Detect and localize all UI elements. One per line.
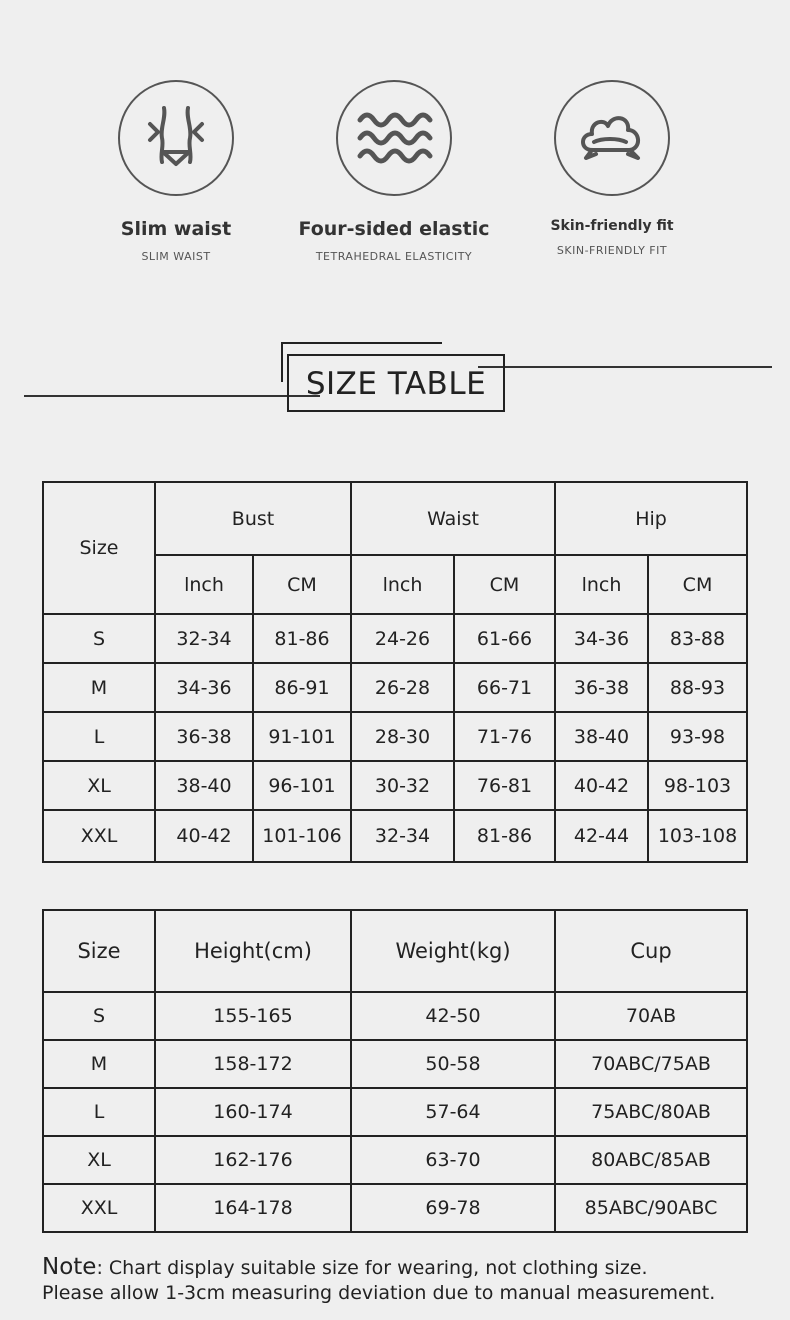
- table-cell: 76-81: [454, 761, 555, 810]
- table-cell: 28-30: [351, 712, 454, 761]
- cloud-icon: [554, 80, 670, 196]
- table-row: [43, 1184, 747, 1232]
- table-cell: 86-91: [253, 663, 351, 712]
- fit-table: [42, 909, 748, 1233]
- table-cell: 34-36: [555, 614, 648, 663]
- table-cell: 36-38: [555, 663, 648, 712]
- note-line-2: Please allow 1-3cm measuring deviation due to manual measurement.: [42, 1282, 716, 1304]
- table-cell: 30-32: [351, 761, 454, 810]
- feature-skin-friendly-fit: [502, 80, 722, 257]
- table-cell: 75ABC/80AB: [555, 1088, 747, 1136]
- table-cell: M: [43, 1040, 155, 1088]
- table-cell: 98-103: [648, 761, 747, 810]
- table-cell: L: [43, 1088, 155, 1136]
- table-row: [43, 810, 747, 862]
- table-cell: 88-93: [648, 663, 747, 712]
- table-cell: XL: [43, 761, 155, 810]
- feature-title: Skin-friendly fit: [550, 218, 674, 234]
- size-note: [42, 1255, 715, 1306]
- table-cell: 162-176: [155, 1136, 351, 1184]
- table-cell: 63-70: [351, 1136, 555, 1184]
- table-cell: 155-165: [155, 992, 351, 1040]
- table-row: [43, 761, 747, 810]
- unit-cell: lnch: [351, 555, 454, 614]
- table-row: [43, 992, 747, 1040]
- unit-cell: lnch: [155, 555, 253, 614]
- table-row: [43, 1136, 747, 1184]
- header-cup: Cup: [555, 910, 747, 992]
- unit-cell: CM: [648, 555, 747, 614]
- table-cell: XXL: [43, 1184, 155, 1232]
- heading-rule-left: [24, 395, 320, 397]
- table-cell: 32-34: [155, 614, 253, 663]
- table-cell: S: [43, 614, 155, 663]
- table-cell: 93-98: [648, 712, 747, 761]
- feature-slim-waist: [66, 80, 286, 263]
- table-cell: 26-28: [351, 663, 454, 712]
- note-line-1: : Chart display suitable size for wearing, not clothing size.: [96, 1257, 648, 1279]
- heading-frame-back-top: [281, 342, 442, 344]
- table-cell: 38-40: [555, 712, 648, 761]
- table-cell: 101-106: [253, 810, 351, 862]
- table-cell: 91-101: [253, 712, 351, 761]
- table-cell: 70AB: [555, 992, 747, 1040]
- table-cell: 42-44: [555, 810, 648, 862]
- table-cell: 24-26: [351, 614, 454, 663]
- table-cell: 81-86: [454, 810, 555, 862]
- table-cell: 61-66: [454, 614, 555, 663]
- header-waist: Waist: [351, 482, 555, 555]
- table-cell: S: [43, 992, 155, 1040]
- feature-four-sided-elastic: [284, 80, 504, 263]
- table-cell: 38-40: [155, 761, 253, 810]
- table-cell: 40-42: [555, 761, 648, 810]
- table-cell: 83-88: [648, 614, 747, 663]
- measurement-table: [42, 481, 748, 863]
- note-label: Note: [42, 1254, 97, 1280]
- unit-cell: CM: [253, 555, 351, 614]
- header-hip: Hip: [555, 482, 747, 555]
- table-cell: M: [43, 663, 155, 712]
- table-cell: 69-78: [351, 1184, 555, 1232]
- table-cell: 81-86: [253, 614, 351, 663]
- header-weight: Weight(kg): [351, 910, 555, 992]
- table-cell: 158-172: [155, 1040, 351, 1088]
- table-cell: 32-34: [351, 810, 454, 862]
- header-size: Size: [43, 910, 155, 992]
- table-cell: 96-101: [253, 761, 351, 810]
- table-cell: 40-42: [155, 810, 253, 862]
- table-row: [43, 1040, 747, 1088]
- table-cell: 85ABC/90ABC: [555, 1184, 747, 1232]
- table-cell: XXL: [43, 810, 155, 862]
- table-cell: 71-76: [454, 712, 555, 761]
- table-cell: 42-50: [351, 992, 555, 1040]
- slim-waist-icon: [118, 80, 234, 196]
- table-cell: 50-58: [351, 1040, 555, 1088]
- table-cell: 164-178: [155, 1184, 351, 1232]
- feature-title: Slim waist: [120, 218, 232, 240]
- unit-cell: CM: [454, 555, 555, 614]
- table-row: [43, 1088, 747, 1136]
- table-cell: 66-71: [454, 663, 555, 712]
- header-height: Height(cm): [155, 910, 351, 992]
- table-cell: 70ABC/75AB: [555, 1040, 747, 1088]
- header-bust: Bust: [155, 482, 351, 555]
- feature-subtitle: SKIN-FRIENDLY FIT: [556, 244, 668, 257]
- table-cell: 160-174: [155, 1088, 351, 1136]
- table-cell: 57-64: [351, 1088, 555, 1136]
- table-cell: XL: [43, 1136, 155, 1184]
- table-cell: 34-36: [155, 663, 253, 712]
- page-title: SIZE TABLE: [305, 366, 487, 402]
- table-cell: 36-38: [155, 712, 253, 761]
- heading-rule-right: [478, 366, 772, 368]
- table-row: [43, 663, 747, 712]
- table-cell: L: [43, 712, 155, 761]
- feature-subtitle: SLIM WAIST: [141, 250, 211, 263]
- header-size: Size: [43, 482, 155, 614]
- table-cell: 80ABC/85AB: [555, 1136, 747, 1184]
- table-row: [43, 712, 747, 761]
- elastic-waves-icon: [336, 80, 452, 196]
- feature-subtitle: TETRAHEDRAL ELASTICITY: [315, 250, 473, 263]
- feature-title: Four-sided elastic: [298, 218, 490, 240]
- table-cell: 103-108: [648, 810, 747, 862]
- table-row: [43, 614, 747, 663]
- unit-cell: lnch: [555, 555, 648, 614]
